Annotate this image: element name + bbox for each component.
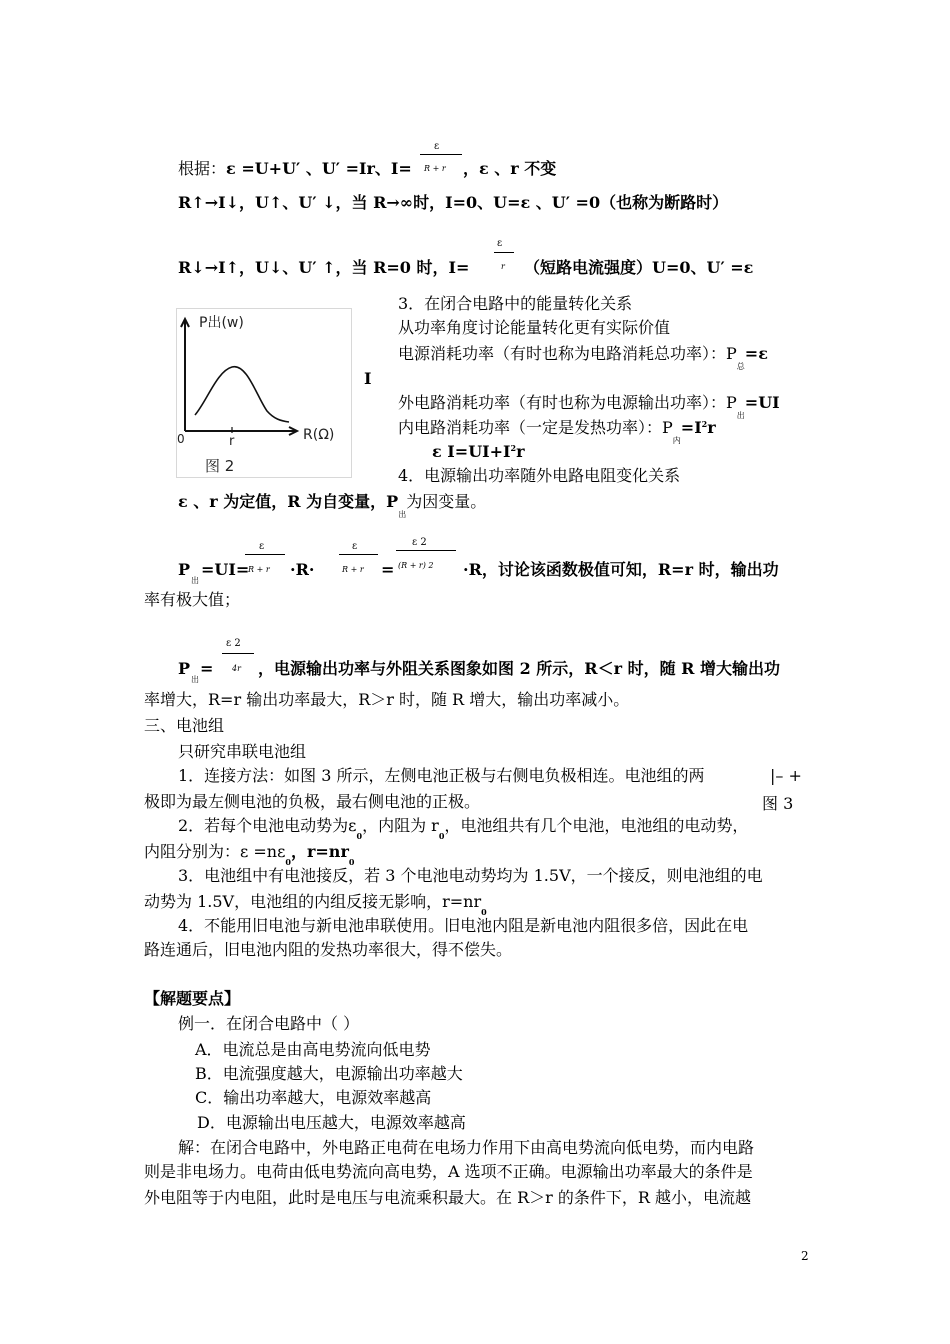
s3-title: 3．在闭合电路中的能量转化关系 [398, 294, 633, 313]
s4-line-1-pre: ε 、r 为定值，R 为自变量，P [178, 492, 399, 511]
pout-dot1: ·R· [290, 560, 315, 579]
pout-f1-num: ε [259, 541, 265, 552]
pmax-p: P [178, 659, 191, 678]
s3-line-3-tail: =UI [744, 393, 780, 412]
pout-f3-den: (R + r) 2 [398, 561, 434, 570]
fig3-label: 图 3 [762, 794, 794, 813]
battery-3: 3．电池组中有电池接反，若 3 个电池电动势均为 1.5V，一个接反，则电池组的电 [178, 866, 763, 885]
stray-i: I [364, 369, 372, 388]
pout-cont: 率有极大值； [144, 590, 241, 609]
battery-3-cont-pre: 动势为 1.5V，电池组的内组反接无影响，r=nr [144, 892, 482, 911]
battery-2-cont-sub2: 0 [348, 857, 355, 867]
s3-line-3-text: 外电路消耗功率（有时也称为电源输出功率）：P [398, 393, 737, 412]
pmax-cont: 率增大，R=r 输出功率最大，R＞r 时，随 R 增大，输出功率减小。 [144, 690, 630, 709]
pmax-f-line [222, 653, 254, 654]
battery-4: 4．不能用旧电池与新电池串联使用。旧电池内阻是新电池内阻很多倍，因此在电 [178, 916, 749, 935]
sec3-title: 三、电池组 [144, 716, 225, 735]
battery-2-cont-mid: ，r=nr [290, 842, 349, 861]
figure-2 [176, 308, 352, 478]
figure-2-caption: 图 2 [205, 457, 235, 475]
line-3-post: （短路电流强度）U=0、U′ =ε [524, 258, 754, 277]
solution-line-3: 外电阻等于内电阻，此时是电压与电流乘积最大。在 R＞r 的条件下，R 越小，电流越 [144, 1188, 752, 1207]
battery-3-cont-sub: 0 [481, 907, 487, 917]
line-1-equation: ε =U+U′ 、U′ =Ir、I= [226, 159, 412, 178]
s4-line-1-sub: 出 [398, 510, 407, 519]
pout-eq2: = [381, 560, 395, 579]
l1-suffix: ，ε 、r 不变 [463, 159, 557, 178]
battery-3-cont [144, 892, 487, 917]
fig3-symbol: |– + [770, 766, 802, 785]
l3-frac-den: r [501, 262, 505, 271]
option-c: C．输出功率越大，电源效率越高 [195, 1088, 432, 1107]
line-1 [178, 159, 412, 179]
pmax-eq: = [200, 659, 214, 678]
key-points-title: 【解题要点】 [144, 989, 241, 1008]
x-axis-label: R(Ω) [303, 427, 335, 443]
origin-label: 0 [177, 432, 185, 446]
battery-4-cont: 路连通后，旧电池内阻的发热功率很大，得不偿失。 [144, 940, 513, 959]
pout-sub: 出 [191, 576, 199, 585]
battery-2-sub2: 0 [438, 831, 445, 841]
example-1: 例一．在闭合电路中（ ） [178, 1014, 360, 1033]
battery-2-cont [144, 842, 355, 867]
s3-line-4-tail2: r [707, 418, 716, 437]
s3-line-3 [398, 393, 780, 420]
option-d: D．电源输出电压越大，电源效率越高 [197, 1113, 466, 1132]
peak-label: r [229, 434, 235, 449]
solution-line-2: 则是非电场力。电荷由低电势流向高电势，A 选项不正确。电源输出功率最大的条件是 [144, 1162, 753, 1181]
power-resistance-graph [177, 309, 351, 477]
sec3-line-1: 只研究串联电池组 [178, 742, 307, 761]
s4-line-1 [178, 492, 487, 519]
s3-line-5-tail: r [516, 442, 525, 461]
pmax-f-num: ε 2 [226, 638, 241, 649]
l3-frac-line [494, 252, 514, 253]
s3-line-1: 从功率角度讨论能量转化更有实际价值 [398, 318, 671, 337]
l1-frac-num: ε [434, 141, 440, 152]
pmax-sub: 出 [191, 675, 199, 684]
option-b: B．电流强度越大，电源输出功率越大 [195, 1064, 463, 1083]
battery-2 [178, 816, 749, 841]
pout-post: ·R，讨论该函数极值可知，R=r 时，输出功 [463, 560, 779, 579]
l3-frac-num: ε [497, 238, 503, 249]
s3-line-5-sup: 2 [510, 443, 517, 453]
battery-2-sub1: 0 [356, 831, 363, 841]
s3-line-4 [398, 418, 716, 445]
s3-line-4-sub: 内 [672, 436, 681, 445]
pout-f2-line [339, 554, 378, 555]
s3-line-5-eq: ε I=UI+I [432, 442, 511, 461]
pmax-post [258, 659, 780, 679]
s3-line-4-tail: =I [680, 418, 702, 437]
s3-line-2-tail: =ε [744, 344, 768, 363]
s3-line-2-text: 电源消耗功率（有时也称为电路消耗总功率）：P [398, 344, 737, 363]
pout-f1-den: R + r [248, 565, 270, 574]
pout-f3-line [396, 550, 456, 551]
s4-line-1-post: 为因变量。 [406, 492, 487, 511]
line-1-prefix: 根据： [178, 159, 227, 178]
y-axis-label: P出(w) [199, 315, 244, 331]
l1-frac-den: R + r [424, 164, 446, 173]
pout-f3-num: ε 2 [412, 537, 427, 548]
line-3-pre: R↓→I↑，U↓、U′ ↑，当 R=0 时，I= [178, 258, 470, 277]
pmax-f-den: 4r [232, 664, 241, 673]
pout-f1-line [245, 554, 285, 555]
s4-title: 4．电源输出功率随外电路电阻变化关系 [398, 466, 681, 485]
s3-line-4-sup: 2 [701, 419, 708, 429]
battery-1-cont: 极即为最左侧电池的负极，最右侧电池的正极。 [144, 792, 481, 811]
battery-2-cont-pre: 内阻分别为：ε =nε [144, 842, 286, 861]
page-number: 2 [801, 1249, 809, 1263]
battery-2-post: ，电池组共有几个电池，电池组的电动势， [444, 816, 749, 835]
l1-frac-line [420, 154, 462, 155]
line-2: R↑→I↓，U↑、U′ ↓，当 R→∞时，I=0、U=ε 、U′ =0（也称为断路时） [178, 193, 729, 212]
battery-2-cont-sub1: 0 [285, 857, 291, 867]
battery-1: 1．连接方法：如图 3 所示，左侧电池正极与右侧电负极相连。电池组的两 [178, 766, 705, 785]
solution-line-1: 解：在闭合电路中，外电路正电荷在电场力作用下由高电势流向低电势，而内电路 [178, 1138, 755, 1157]
pout-p: P [178, 560, 191, 579]
pout-f2-den: R + r [342, 565, 364, 574]
s3-line-2 [398, 344, 768, 371]
s3-line-3-sub: 出 [736, 411, 745, 420]
s3-line-5 [432, 442, 525, 462]
option-a: A．电流总是由高电势流向低电势 [195, 1040, 431, 1059]
battery-2-pre: 2．若每个电池电动势为ε [178, 816, 357, 835]
pout-eq1: =UI= [201, 560, 250, 579]
battery-2-mid: ，内阻为 r [362, 816, 439, 835]
s3-line-2-sub: 总 [736, 362, 745, 371]
s3-line-4-text: 内电路消耗功率（一定是发热功率）：P [398, 418, 673, 437]
pmax-post-text: ，电源输出功率与外阻关系图象如图 2 所示，R＜r 时，随 R 增大输出功 [258, 659, 781, 678]
pout-f2-num: ε [352, 541, 358, 552]
